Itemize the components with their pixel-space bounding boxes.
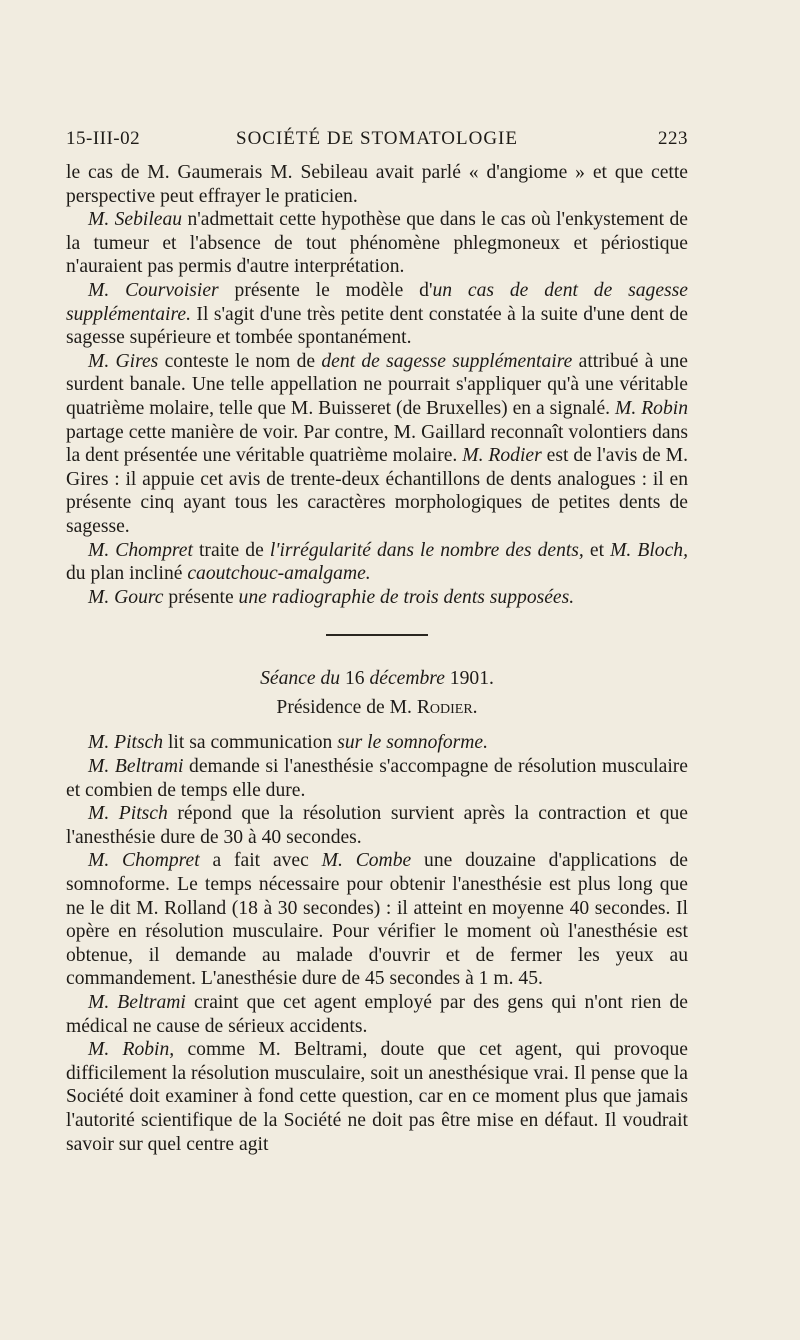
body-text (66, 161, 688, 1156)
speaker-name: M. Bloch, (610, 539, 688, 561)
running-header (66, 128, 688, 154)
emphasized-term: dent de sagesse supplémentaire (321, 350, 573, 372)
paragraph: le cas de M. Gaumerais M. Sebileau avait parlé « d'angiome » et que cette perspective peut effrayer le praticien. (66, 162, 688, 207)
communication-title: caoutchouc-amalgame. (187, 563, 371, 585)
president-name: Rodier. (416, 696, 478, 718)
speaker-name: M. Gourc (88, 586, 164, 608)
speaker-name: M. Beltrami (88, 756, 184, 778)
speaker-name: M. Robin, (88, 1039, 175, 1061)
communication-title: sur le somnoforme. (337, 732, 488, 754)
communication-title: une radiographie de trois dents supposées. (238, 586, 575, 608)
speaker-name: M. Pitsch (88, 732, 164, 754)
section-divider (326, 634, 428, 636)
speaker-name: M. Rodier (462, 445, 542, 467)
speaker-name: M. Courvoisier (88, 279, 219, 301)
page-number: 223 (658, 128, 688, 149)
paragraph: M. Pitsch répond que la résolution survient après la contraction et que l'anesthésie dure de 30 à 40 secondes. (66, 803, 689, 848)
paragraph: M. Courvoisier présente le modèle d'un cas de dent de sagesse supplémentaire. Il s'agit d'une très petite dent constatée à la suite d'une dent de sagesse supérieure et tombée spontanément. (66, 279, 688, 349)
communication-title: un cas de dent de sagesse supplémentaire. (66, 279, 688, 325)
paragraph: M. Robin, comme M. Beltrami, doute que cet agent, qui provoque difficilement la résolution musculaire, soit un anesthésique vrai. Il pense que la Société doit examiner à fond cette question, car en ce moment plus que jamais l'autorité scientifique de la Société ne doit pas être mise en défaut. Il voudrait savoir sur quel centre agit (66, 1039, 688, 1155)
speaker-name: M. Gires (88, 350, 159, 372)
paragraph: M. Pitsch lit sa communication sur le somnoforme. (88, 732, 488, 754)
speaker-name: M. Combe (321, 850, 412, 872)
speaker-name: M. Sebileau (88, 209, 183, 231)
communication-title: l'irrégularité dans le nombre des dents, (269, 539, 584, 561)
paragraph: M. Gourc présente une radiographie de trois dents supposées. (88, 586, 575, 608)
header-date: 15-III-02 (66, 128, 141, 149)
paragraph: M. Beltrami craint que cet agent employé par des gens qui n'ont rien de médical ne cause de sérieux accidents. (66, 992, 689, 1037)
paragraph: M. Gires conteste le nom de dent de sagesse supplémentaire attribué à une surdent banale. Une telle appellation ne pourrait s'appliquer qu'à une véritable quatrième molaire, telle que M. Buisseret (de Bruxelles) en a signalé. M. Robin partage cette manière de voir. Par contre, M. Gaillard reconnaît volontiers dans la dent présentée une véritable quatrième molaire. M. Rodier est de l'avis de M. Gires : il appuie cet avis de trente-deux échantillons de dents analogues : il en présente cinq ayant tous les caractères morphologiques de petites dents de sagesse. (66, 350, 689, 537)
speaker-name: M. Robin (615, 397, 689, 419)
speaker-name: M. Chompret (88, 850, 200, 872)
header-title: SOCIÉTÉ DE STOMATOLOGIE (236, 128, 518, 149)
presidency-line: Présidence de M. Rodier. (276, 696, 478, 718)
paragraph: M. Chompret traite de l'irrégularité dans le nombre des dents, et M. Bloch, du plan incliné caoutchouc-amalgame. (66, 539, 688, 585)
session-heading: Séance du 16 décembre 1901. (260, 668, 494, 690)
speaker-name: M. Beltrami (88, 992, 186, 1013)
paragraph: M. Sebileau n'admettait cette hypothèse que dans le cas où l'enkystement de la tumeur et l'absence de tout phénomène phlegmoneux et périostique n'auraient pas permis d'autre interprétation. (66, 209, 688, 278)
speaker-name: M. Chompret (88, 539, 193, 561)
paragraph: M. Chompret a fait avec M. Combe une douzaine d'applications de somnoforme. Le temps nécessaire pour obtenir l'anesthésie est plus long que ne le dit M. Rolland (18 à 30 secondes) : il atteint en moyenne 40 secondes. Il opère en résolution musculaire. Pour vérifier le moment où l'anesthésie est obtenue, il demande au malade d'ouvrir et de fermer les yeux au commandement. L'anesthésie dure de 45 secondes à 1 m. 45. (66, 850, 688, 990)
paragraph: M. Beltrami demande si l'anesthésie s'accompagne de résolution musculaire et combien de temps elle dure. (66, 756, 688, 801)
speaker-name: M. Pitsch (88, 803, 168, 825)
